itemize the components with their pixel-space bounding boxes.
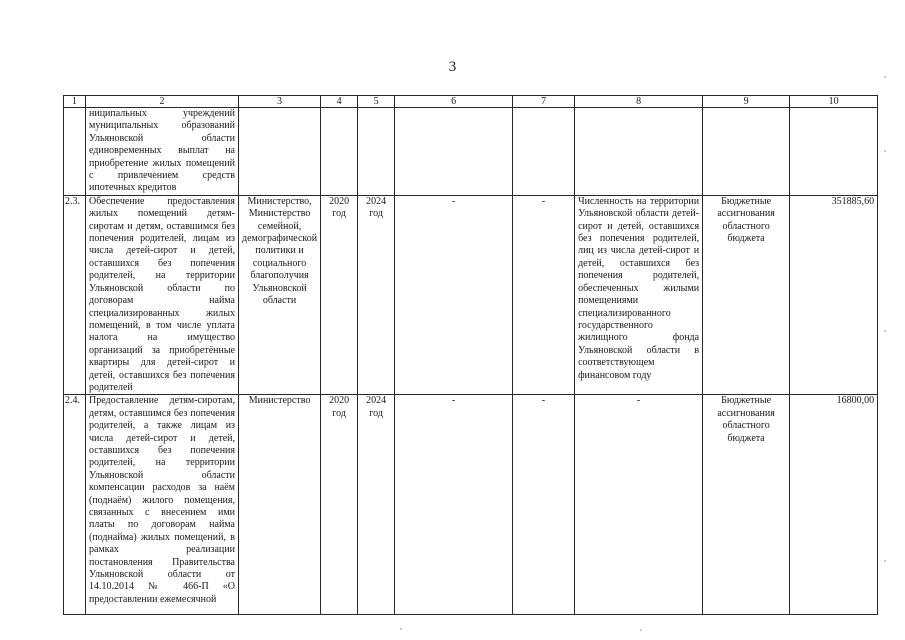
program-table <box>63 95 878 615</box>
funding-amount: 351885,60 <box>790 195 878 395</box>
header-cell: 5 <box>358 96 395 108</box>
header-cell: 8 <box>575 96 703 108</box>
table-row <box>64 195 878 395</box>
header-cell: 4 <box>321 96 358 108</box>
empty-cell <box>575 108 703 196</box>
scan-speck <box>884 76 886 78</box>
column-6-value: - <box>395 395 513 615</box>
page-number: 3 <box>448 59 457 75</box>
executor: Министерство, Министерство семейной, демографической политики и социального благополучия Ульяновской области <box>239 195 321 395</box>
header-cell: 7 <box>513 96 575 108</box>
row-number: 2.4. <box>64 395 86 615</box>
empty-cell <box>239 108 321 196</box>
row-number-cell <box>64 108 86 196</box>
row-number: 2.3. <box>64 195 86 395</box>
header-cell: 3 <box>239 96 321 108</box>
table-row <box>64 395 878 615</box>
empty-cell <box>513 108 575 196</box>
column-7-value: - <box>513 195 575 395</box>
empty-cell <box>703 108 790 196</box>
header-cell: 1 <box>64 96 86 108</box>
scan-speck <box>640 629 642 631</box>
empty-cell <box>358 108 395 196</box>
scan-speck <box>884 560 886 562</box>
funding-source: Бюджетные ассигнования областного бюджета <box>703 395 790 615</box>
empty-cell <box>395 108 513 196</box>
measure-description: ниципальных учреждений муниципальных образований Ульяновской области единовременных выплат на приобретение жилых помещений с привлечением средств ипотечных кредитов <box>86 108 239 196</box>
header-cell: 2 <box>86 96 239 108</box>
end-year: 2024 год <box>358 395 395 615</box>
scan-speck <box>884 150 886 152</box>
funding-source: Бюджетные ассигнования областного бюджета <box>703 195 790 395</box>
end-year: 2024 год <box>358 195 395 395</box>
header-row <box>64 96 878 108</box>
target-indicator: - <box>575 395 703 615</box>
start-year: 2020 год <box>321 195 358 395</box>
header-cell: 6 <box>395 96 513 108</box>
target-indicator: Численность на территории Ульяновской области детей-сирот и детей, оставшихся без попечения родителей, лиц из числа детей-сирот и детей, оставшихся без попечения родителей, обеспеченных жилыми помещениями специализированного государственного жилищного фонда Ульяновской области в соответствующем финансовом году <box>575 195 703 395</box>
column-6-value: - <box>395 195 513 395</box>
executor: Министерство <box>239 395 321 615</box>
header-cell: 10 <box>790 96 878 108</box>
start-year: 2020 год <box>321 395 358 615</box>
empty-cell <box>790 108 878 196</box>
header-cell: 9 <box>703 96 790 108</box>
column-7-value: - <box>513 395 575 615</box>
scan-speck <box>884 330 886 332</box>
empty-cell <box>321 108 358 196</box>
continuation-row <box>64 108 878 196</box>
scan-speck <box>400 628 402 630</box>
funding-amount: 16800,00 <box>790 395 878 615</box>
measure-description: Обеспечение предоставления жилых помещений детям-сиротам и детям, оставшимся без попечения родителей, лицам из числа детей-сирот и детей, оставшихся без попечения родителей, на территории Ульяновской области по договорам найма специализированных жилых помещений, в том числе уплата налога на имущество организаций за приобретённые квартиры для детей-сирот и детей, оставшихся без попечения родителей <box>86 195 239 395</box>
measure-description: Предоставление детям-сиротам, детям, оставшимся без попечения родителей, а также лицам из числа детей-сирот и детей, оставшихся без попечения родителей, на территории Ульяновской области компенсации расходов за наём (поднаём) жилого помещения, связанных с внесением ими платы по договорам найма (поднайма) жилых помещений, в рамках реализации постановления Правительства Ульяновской области от 14.10.2014 № 466-П «О предоставлении ежемесячной <box>86 395 239 615</box>
